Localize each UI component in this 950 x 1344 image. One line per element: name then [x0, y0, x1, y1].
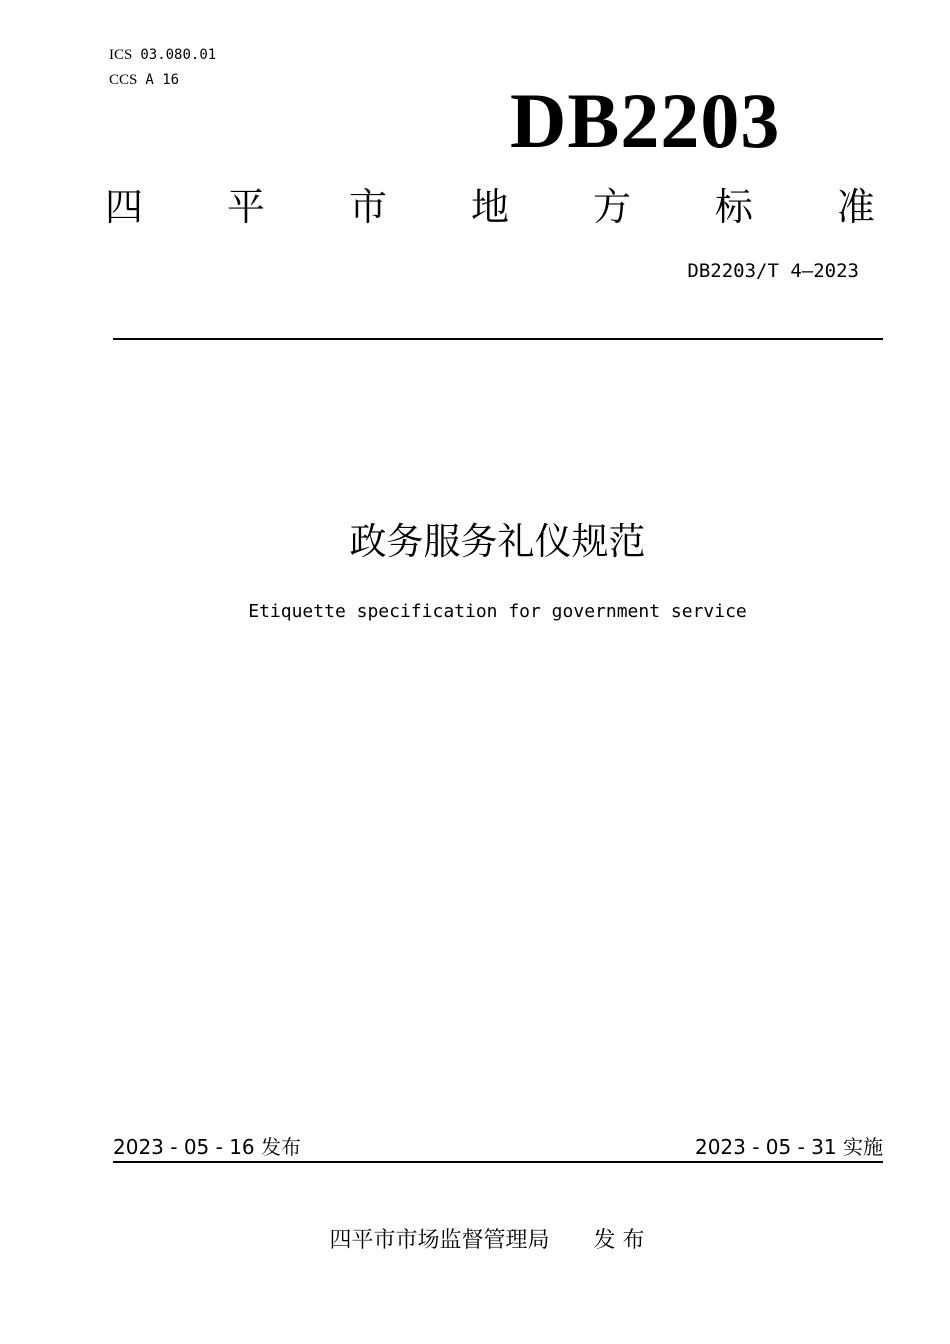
ccs-label: CCS — [109, 72, 138, 88]
header-divider — [113, 338, 883, 340]
issuer-name: 四平市市场监督管理局 — [329, 1228, 550, 1253]
ccs-classification — [109, 71, 179, 89]
standard-type-title — [105, 183, 875, 231]
title-band-char: 标 — [714, 185, 753, 229]
title-band-char: 四 — [105, 185, 144, 229]
title-band-char: 方 — [592, 185, 631, 229]
title-band-char: 平 — [226, 185, 265, 229]
title-band-char: 地 — [470, 185, 509, 229]
document-title-english: Etiquette specification for government service — [248, 601, 747, 622]
document-number: DB2203/T 4—2023 — [687, 260, 859, 282]
ccs-value: A 16 — [145, 72, 180, 88]
implementation-date: 2023 - 05 - 31 实施 — [694, 1135, 883, 1159]
title-band-char: 准 — [836, 185, 875, 229]
footer-divider — [113, 1161, 883, 1163]
ics-label: ICS — [109, 47, 133, 63]
ics-classification — [109, 46, 216, 64]
issuer-action: 发 布 — [593, 1228, 645, 1253]
ics-value: 03.080.01 — [140, 47, 217, 63]
title-band-char: 市 — [348, 185, 387, 229]
issuing-authority — [0, 1226, 950, 1256]
issue-date: 2023 - 05 - 16 发布 — [113, 1135, 302, 1159]
standard-code-logo: DB2203 — [510, 77, 781, 164]
document-title-chinese: 政务服务礼仪规范 — [349, 520, 646, 563]
